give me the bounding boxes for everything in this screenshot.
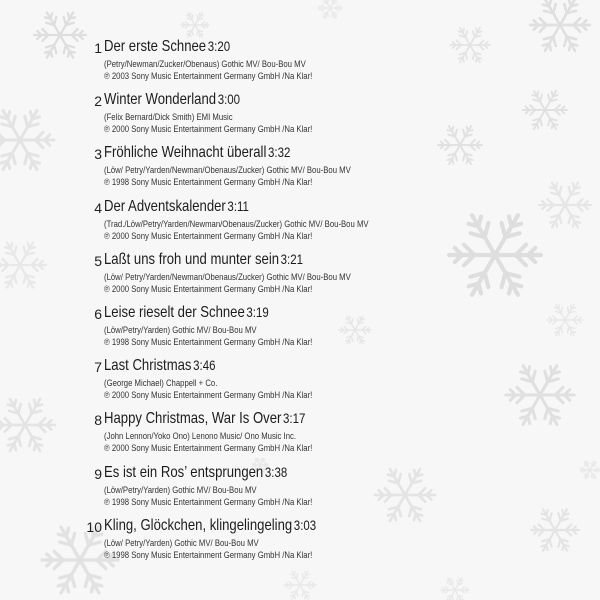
track-title: Happy Christmas, War Is Over [104, 410, 282, 428]
track-title: Leise rieselt der Schnee [104, 304, 245, 321]
track-credits: (Trad./Löw/Petry/Yarden/Newman/Obenaus/Zucker) Gothic MV/ Bou-Bou MV [104, 218, 369, 229]
track-number: 10 [86, 518, 102, 535]
snowflake-icon [449, 215, 541, 295]
track-credits: (Löw/ Petry/Yarden/Newman/Obenaus/Zucker) Gothic MV/ Bou-Bou MV [104, 165, 351, 176]
track-title-line [104, 464, 287, 482]
snowflake-icon [547, 304, 583, 335]
track-number: 5 [94, 252, 102, 269]
track-number: 1 [94, 40, 102, 56]
track-title-line [104, 144, 290, 162]
track-title: Fröhliche Weihnacht überall [104, 144, 267, 162]
track-title: Der erste Schnee [104, 38, 207, 55]
snowflake-icon [441, 578, 469, 600]
track-number: 4 [94, 199, 102, 216]
snowflake-icon [34, 12, 86, 57]
track-copyright: ℗ 1998 Sony Music Entertainment Germany GmbH /Na Klar! [104, 177, 313, 188]
track-title-line [104, 304, 269, 322]
track-title: Laßt uns froh und munter sein [104, 250, 280, 268]
track-copyright: ℗ 1998 Sony Music Entertainment Germany GmbH /Na Klar! [104, 496, 313, 507]
track-credits: (Löw/Petry/Yarden) Gothic MV/ Bou-Bou MV [104, 325, 257, 335]
track-title: Winter Wonderland [104, 91, 217, 109]
track-copyright: ℗ 2003 Sony Music Entertainment Germany GmbH /Na Klar! [104, 71, 313, 81]
track-copyright: ℗ 1998 Sony Music Entertainment Germany GmbH /Na Klar! [104, 337, 313, 347]
track-number: 6 [94, 306, 102, 322]
track-title: Der Adventskalender [104, 197, 226, 215]
track-number: 9 [94, 465, 102, 482]
track-title-line [104, 357, 215, 375]
snowflake-icon [506, 366, 574, 425]
track-credits: (Löw/ Petry/Yarden/Newman/Obenaus/Zucker) Gothic MV/ Bou-Bou MV [104, 271, 351, 282]
track-title-line [104, 410, 305, 428]
track-copyright: ℗ 1998 Sony Music Entertainment Germany GmbH /Na Klar! [104, 549, 313, 560]
snowflake-icon [530, 0, 590, 51]
track-credits: (John Lennon/Yoko Ono) Lenono Music/ Ono Music Inc. [104, 431, 297, 442]
track-number: 7 [94, 359, 102, 376]
track-title-line [104, 251, 303, 269]
track-credits: (Petry/Newman/Zucker/Obenaus) Gothic MV/ Bou-Bou MV [104, 59, 306, 69]
snowflake-icon [0, 399, 55, 451]
track-number: 8 [94, 412, 102, 429]
track-number: 3 [94, 146, 102, 163]
snowflake-icon [375, 469, 435, 521]
track-duration: 3:46 [193, 357, 216, 374]
track-number: 2 [94, 93, 102, 110]
snowflake-icon [0, 242, 46, 287]
snowflake-icon [0, 111, 54, 170]
track-duration: 3:32 [268, 144, 291, 161]
track-duration: 3:17 [283, 410, 306, 427]
track-credits: (Felix Bernard/Dick Smith) EMI Music [104, 112, 233, 123]
track-duration: 3:20 [207, 38, 231, 54]
track-duration: 3:11 [227, 197, 249, 214]
track-duration: 3:21 [280, 250, 304, 267]
snowflake-icon [531, 509, 579, 551]
track-credits: (George Michael) Chappell + Co. [104, 378, 218, 389]
track-copyright: ℗ 2000 Sony Music Entertainment Germany GmbH /Na Klar! [104, 124, 313, 135]
snowflake-icon [284, 571, 316, 599]
track-title: Last Christmas [104, 357, 192, 375]
track-title-line [104, 38, 230, 56]
track-credits: (Löw/Petry/Yarden) Gothic MV/ Bou-Bou MV [104, 484, 257, 495]
snowflake-icon [318, 0, 342, 18]
track-credits: (Löw/ Petry/Yarden) Gothic MV/ Bou-Bou MV [104, 537, 259, 548]
track-title: Es ist ein Ros’ entsprungen [104, 463, 264, 481]
track-duration: 3:19 [246, 304, 269, 320]
track-duration: 3:00 [217, 91, 241, 108]
track-copyright: ℗ 2000 Sony Music Entertainment Germany GmbH /Na Klar! [104, 230, 313, 241]
snowflake-icon [523, 91, 567, 129]
track-duration: 3:03 [293, 516, 317, 533]
track-title-line [104, 91, 240, 109]
track-title-line [104, 198, 249, 216]
snowflake-icon [450, 28, 490, 63]
track-duration: 3:38 [264, 463, 288, 480]
snowflake-icon [580, 461, 600, 478]
snowflake-icon [339, 316, 371, 344]
track-copyright: ℗ 2000 Sony Music Entertainment Germany GmbH /Na Klar! [104, 443, 313, 454]
snowflake-icon [539, 182, 591, 227]
snowflake-icon [438, 126, 482, 164]
track-copyright: ℗ 2000 Sony Music Entertainment Germany GmbH /Na Klar! [104, 390, 313, 401]
track-title-line [104, 517, 316, 535]
track-copyright: ℗ 2000 Sony Music Entertainment Germany GmbH /Na Klar! [104, 283, 313, 294]
snowflake-icon [181, 13, 209, 37]
track-title: Kling, Glöckchen, klingelingeling [104, 516, 293, 534]
